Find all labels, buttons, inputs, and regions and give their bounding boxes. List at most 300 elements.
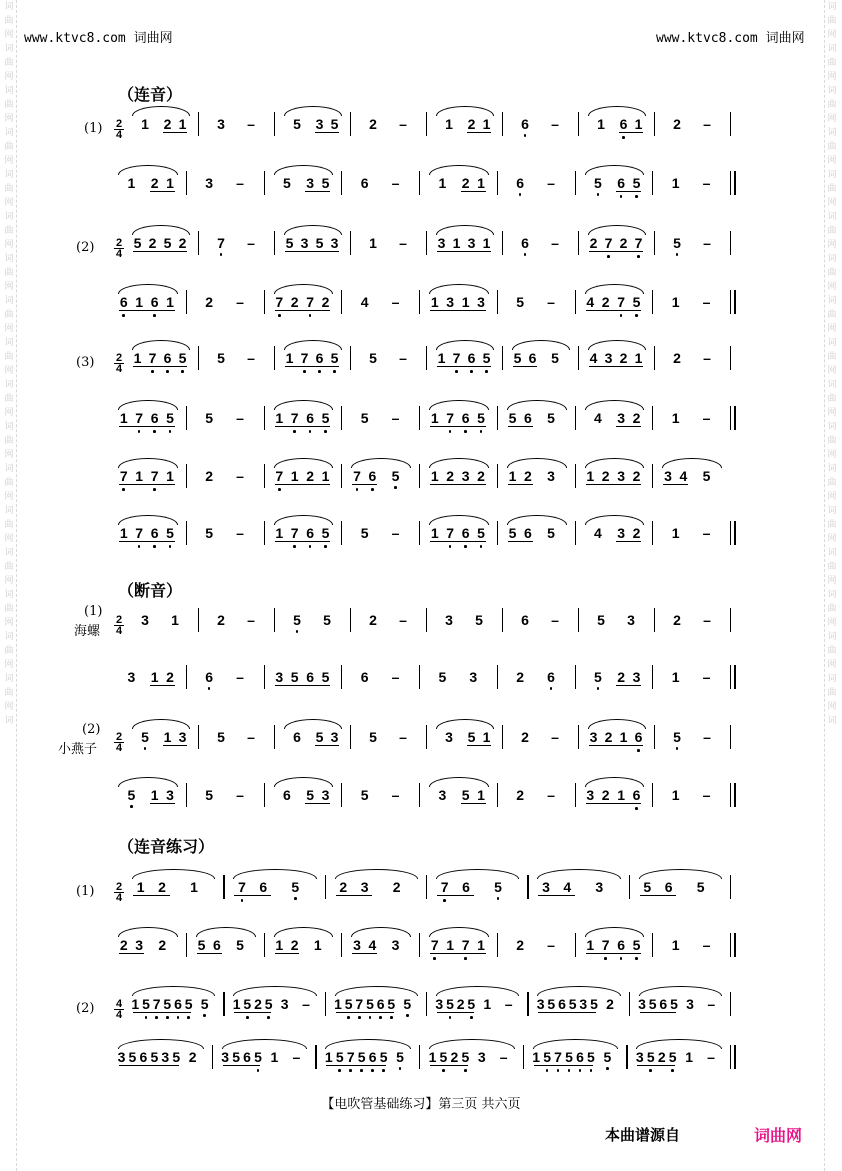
slur <box>588 225 646 235</box>
watermark-char: 词 <box>4 44 14 54</box>
dash-note: – <box>499 1049 508 1065</box>
low-octave-dot <box>360 1069 363 1072</box>
note: 6 <box>150 525 159 541</box>
note: 1 <box>634 350 643 366</box>
slur <box>436 340 494 350</box>
note: 3 <box>469 669 478 685</box>
note: 1 <box>477 937 485 953</box>
note: 2 <box>619 235 628 251</box>
barline <box>419 406 420 430</box>
time-signature: 2 4 <box>115 881 123 904</box>
underline-beam <box>150 803 175 804</box>
underline-beam <box>163 132 187 133</box>
dash-note: – <box>247 235 255 251</box>
low-octave-dot <box>480 430 483 433</box>
note: 5 <box>205 410 214 426</box>
low-octave-dot <box>153 488 156 491</box>
barline <box>652 665 653 689</box>
underline-beam <box>223 1065 261 1066</box>
watermark-char: 曲 <box>4 352 14 362</box>
song-title: 海螺 <box>74 624 101 639</box>
note: 3 <box>205 175 214 191</box>
note: 1 <box>438 175 447 191</box>
underline-beam <box>430 1065 468 1066</box>
dash-note: – <box>236 410 244 426</box>
note: 1 <box>508 468 517 484</box>
note: 2 <box>205 294 214 310</box>
watermark-char: 词 <box>4 716 14 726</box>
underline-beam <box>352 953 377 954</box>
underline-beam <box>619 132 643 133</box>
note: 7 <box>346 1049 355 1065</box>
note: 2 <box>205 468 214 484</box>
low-octave-dot <box>464 957 467 960</box>
watermark-char: 网 <box>4 240 14 250</box>
underline-beam <box>119 484 175 485</box>
note: 3 <box>477 1049 486 1065</box>
underline-beam <box>616 426 641 427</box>
underline-beam <box>430 484 486 485</box>
underline-beam <box>315 745 339 746</box>
barline <box>730 665 731 689</box>
slur <box>274 284 334 294</box>
note: 2 <box>339 879 348 895</box>
low-octave-dot <box>550 687 553 690</box>
underline-beam <box>275 484 331 485</box>
low-octave-dot <box>138 430 141 433</box>
exercise-label: (2) <box>82 722 101 737</box>
note: 5 <box>178 350 187 366</box>
slur <box>585 400 645 410</box>
watermark-char: 词 <box>827 170 837 180</box>
watermark-char: 曲 <box>827 562 837 572</box>
low-octave-dot <box>338 1069 341 1072</box>
note: 7 <box>290 525 299 541</box>
low-octave-dot <box>333 370 336 373</box>
note: 1 <box>141 116 149 132</box>
note: 1 <box>482 729 491 745</box>
barline <box>426 608 427 632</box>
barline <box>654 608 655 632</box>
note: 5 <box>446 996 454 1012</box>
low-octave-dot <box>579 1069 582 1072</box>
dash-note: – <box>703 612 711 628</box>
note: 5 <box>254 1049 262 1065</box>
low-octave-dot <box>241 899 244 902</box>
note: 1 <box>428 1049 437 1065</box>
note: 7 <box>461 937 470 953</box>
low-octave-dot <box>153 430 156 433</box>
note: 5 <box>508 410 517 426</box>
note: 5 <box>369 350 377 366</box>
barline <box>186 783 187 807</box>
low-octave-dot <box>208 687 211 690</box>
note: 5 <box>360 787 369 803</box>
slur <box>118 165 178 175</box>
dash-note: – <box>236 175 244 191</box>
underline-beam <box>508 541 533 542</box>
note: 5 <box>673 729 681 745</box>
watermark-char: 词 <box>4 2 14 12</box>
underline-beam <box>586 953 642 954</box>
dash-note: – <box>236 468 244 484</box>
note: 5 <box>702 468 711 484</box>
slur <box>429 458 489 468</box>
note: 5 <box>236 937 244 953</box>
note: 6 <box>524 410 532 426</box>
note: 6 <box>521 116 529 132</box>
barline <box>186 521 187 545</box>
slur <box>585 927 645 937</box>
barline <box>223 992 224 1016</box>
barline <box>198 725 199 749</box>
underline-beam <box>133 895 170 896</box>
exercise-label: (3) <box>76 355 95 370</box>
low-octave-dot <box>464 430 467 433</box>
underline-beam <box>586 310 642 311</box>
underline-beam <box>616 541 641 542</box>
note: 3 <box>437 235 446 251</box>
note: 7 <box>300 350 309 366</box>
watermark-char: 曲 <box>827 646 837 656</box>
watermark-char: 词 <box>827 338 837 348</box>
low-octave-dot <box>309 545 312 548</box>
underline-beam <box>616 685 641 686</box>
barline <box>575 521 576 545</box>
note: 1 <box>150 787 159 803</box>
slur <box>132 225 190 235</box>
dash-note: – <box>702 410 711 426</box>
underline-beam <box>586 803 642 804</box>
note: 6 <box>376 996 385 1012</box>
note: 3 <box>664 468 672 484</box>
slur <box>351 927 411 937</box>
slur <box>639 869 722 879</box>
watermark-char: 网 <box>827 240 837 250</box>
note: 2 <box>392 879 401 895</box>
low-octave-dot <box>324 430 327 433</box>
underline-beam <box>437 366 491 367</box>
watermark-char: 网 <box>4 492 14 502</box>
watermark-char: 曲 <box>827 688 837 698</box>
slur <box>537 986 620 996</box>
slur <box>274 777 334 787</box>
note: 5 <box>391 468 400 484</box>
barline <box>325 875 326 899</box>
note: 3 <box>306 175 314 191</box>
dash-note: – <box>547 787 555 803</box>
note: 5 <box>357 1049 366 1065</box>
barline <box>502 725 503 749</box>
dash-note: – <box>707 996 716 1012</box>
note: 2 <box>673 116 681 132</box>
low-octave-dot <box>637 749 640 752</box>
underline-beam <box>326 1065 386 1066</box>
low-octave-dot <box>144 747 147 750</box>
low-octave-dot <box>637 255 640 258</box>
dash-note: – <box>399 729 407 745</box>
exercise-label: (1) <box>76 884 95 899</box>
dash-note: – <box>707 1049 715 1065</box>
watermark-char: 词 <box>827 590 837 600</box>
low-octave-dot <box>394 486 397 489</box>
note: 6 <box>521 612 529 628</box>
note: 5 <box>594 175 602 191</box>
note: 2 <box>521 729 529 745</box>
underline-beam <box>133 1012 191 1013</box>
underline-beam <box>467 745 491 746</box>
note: 1 <box>586 937 595 953</box>
low-octave-dot <box>635 807 638 810</box>
watermark-char: 曲 <box>827 100 837 110</box>
low-octave-dot <box>470 1016 473 1019</box>
note: 3 <box>445 729 453 745</box>
barline <box>419 933 420 957</box>
watermark-char: 词 <box>827 716 837 726</box>
note: 5 <box>166 525 174 541</box>
note: 5 <box>461 1049 470 1065</box>
note: 6 <box>462 879 470 895</box>
note: 2 <box>119 937 128 953</box>
watermark-char: 网 <box>827 324 837 334</box>
note: 1 <box>671 410 680 426</box>
note: 1 <box>482 116 491 132</box>
barline <box>341 665 342 689</box>
watermark-char: 词 <box>827 86 837 96</box>
final-barline <box>734 1045 736 1069</box>
note: 1 <box>127 175 136 191</box>
low-octave-dot <box>347 1016 350 1019</box>
barline <box>578 725 579 749</box>
note: 1 <box>437 350 446 366</box>
low-octave-dot <box>620 314 623 317</box>
barline <box>497 521 498 545</box>
header-right-url: www.ktvc8.com 词曲网 <box>656 31 805 46</box>
note: 5 <box>335 1049 344 1065</box>
note: 7 <box>430 937 439 953</box>
watermark-char: 词 <box>827 548 837 558</box>
underline-beam <box>430 953 486 954</box>
note: 6 <box>315 350 324 366</box>
slur <box>118 515 178 525</box>
note: 5 <box>360 410 369 426</box>
note: 6 <box>163 350 172 366</box>
note: 3 <box>280 996 289 1012</box>
note: 1 <box>334 996 342 1012</box>
underline-beam <box>352 484 377 485</box>
barline <box>350 346 351 370</box>
low-octave-dot <box>122 488 125 491</box>
note: 3 <box>391 937 400 953</box>
note: 7 <box>452 350 461 366</box>
note: 5 <box>396 1049 404 1065</box>
note: 5 <box>516 294 525 310</box>
note: 2 <box>254 996 262 1012</box>
low-octave-dot <box>324 545 327 548</box>
dash-note: – <box>236 525 244 541</box>
note: 1 <box>166 175 174 191</box>
note: 2 <box>446 468 455 484</box>
note: 5 <box>467 729 476 745</box>
watermark-char: 词 <box>827 380 837 390</box>
barline <box>575 290 576 314</box>
note: 5 <box>163 235 172 251</box>
dash-note: – <box>702 294 711 310</box>
barline <box>274 346 275 370</box>
note: 5 <box>547 525 555 541</box>
note: 7 <box>604 235 613 251</box>
low-octave-dot <box>455 370 458 373</box>
underline-beam <box>336 1012 394 1013</box>
underline-beam <box>133 366 187 367</box>
barline <box>578 231 579 255</box>
note: 2 <box>290 294 299 310</box>
barline <box>730 783 731 807</box>
note: 6 <box>293 729 301 745</box>
barline <box>426 112 427 136</box>
final-barline <box>734 521 736 545</box>
barline <box>578 112 579 136</box>
note: 5 <box>127 787 136 803</box>
note: 6 <box>524 525 532 541</box>
watermark-char: 网 <box>827 702 837 712</box>
note: 3 <box>635 1049 644 1065</box>
note: 6 <box>119 294 128 310</box>
slur <box>429 400 489 410</box>
note: 6 <box>368 468 377 484</box>
note: 1 <box>452 235 461 251</box>
slur <box>429 515 489 525</box>
note: 5 <box>283 175 291 191</box>
note: 5 <box>290 669 299 685</box>
barline <box>578 346 579 370</box>
note: 6 <box>283 787 291 803</box>
slur <box>429 927 489 937</box>
low-octave-dot <box>349 1069 352 1072</box>
low-octave-dot <box>153 545 156 548</box>
low-octave-dot <box>145 1016 148 1019</box>
low-octave-dot <box>130 805 133 808</box>
note: 7 <box>135 410 144 426</box>
note: 7 <box>355 996 364 1012</box>
note: 4 <box>679 468 688 484</box>
slur <box>118 1039 204 1049</box>
note: 5 <box>565 1049 573 1065</box>
note: 3 <box>589 729 598 745</box>
low-octave-dot <box>151 370 154 373</box>
watermark-char: 词 <box>827 464 837 474</box>
note: 3 <box>617 525 625 541</box>
slur <box>274 458 334 468</box>
note: 3 <box>467 235 476 251</box>
watermark-char: 曲 <box>4 184 14 194</box>
note: 6 <box>467 350 476 366</box>
low-octave-dot <box>620 195 623 198</box>
note: 5 <box>315 235 324 251</box>
note: 2 <box>461 175 470 191</box>
underline-beam <box>234 1012 271 1013</box>
watermark-char: 网 <box>4 576 14 586</box>
note: 1 <box>671 937 680 953</box>
low-octave-dot <box>309 314 312 317</box>
watermark-char: 曲 <box>4 268 14 278</box>
barline <box>730 346 731 370</box>
barline <box>419 1045 420 1069</box>
underline-beam <box>437 895 474 896</box>
low-octave-dot <box>356 488 359 491</box>
note: 5 <box>205 525 214 541</box>
low-octave-dot <box>358 1016 361 1019</box>
slur <box>274 927 334 937</box>
barline <box>730 406 731 430</box>
barline <box>426 725 427 749</box>
note: 7 <box>446 410 455 426</box>
note: 1 <box>166 468 174 484</box>
exercise-label: (1) <box>84 604 103 619</box>
underline-beam <box>616 191 641 192</box>
final-barline <box>734 665 736 689</box>
note: 2 <box>467 116 476 132</box>
slur <box>436 719 494 729</box>
slur <box>132 340 190 350</box>
note: 1 <box>482 235 491 251</box>
note: 5 <box>321 525 330 541</box>
barline <box>341 171 342 195</box>
note: 3 <box>617 410 625 426</box>
note: 5 <box>668 1049 677 1065</box>
note: 5 <box>133 235 142 251</box>
barline <box>502 608 503 632</box>
note: 5 <box>128 1049 137 1065</box>
note: 1 <box>313 937 322 953</box>
underline-beam <box>119 310 175 311</box>
note: 2 <box>524 468 532 484</box>
barline <box>575 464 576 488</box>
slur <box>588 106 646 116</box>
slur <box>429 1039 515 1049</box>
note: 1 <box>270 1049 279 1065</box>
underline-beam <box>275 685 331 686</box>
note: 6 <box>528 350 537 366</box>
note: 3 <box>579 996 588 1012</box>
watermark-char: 曲 <box>4 604 14 614</box>
low-octave-dot <box>278 488 281 491</box>
note: 6 <box>259 879 268 895</box>
low-octave-dot <box>267 1016 270 1019</box>
barline <box>186 290 187 314</box>
barline <box>274 112 275 136</box>
barline <box>575 783 576 807</box>
low-octave-dot <box>557 1069 560 1072</box>
note: 2 <box>306 468 314 484</box>
watermark-char: 词 <box>827 2 837 12</box>
note: 5 <box>321 410 330 426</box>
note: 1 <box>275 937 284 953</box>
note: 6 <box>174 996 182 1012</box>
barline <box>629 992 630 1016</box>
watermark-char: 网 <box>827 366 837 376</box>
note: 1 <box>171 612 179 628</box>
note: 2 <box>217 612 225 628</box>
note: 6 <box>619 116 628 132</box>
note: 6 <box>243 1049 251 1065</box>
barline <box>523 1045 524 1069</box>
note: 5 <box>141 729 149 745</box>
barline <box>212 1045 213 1069</box>
barline <box>575 171 576 195</box>
watermark-char: 曲 <box>4 142 14 152</box>
note: 1 <box>477 787 485 803</box>
